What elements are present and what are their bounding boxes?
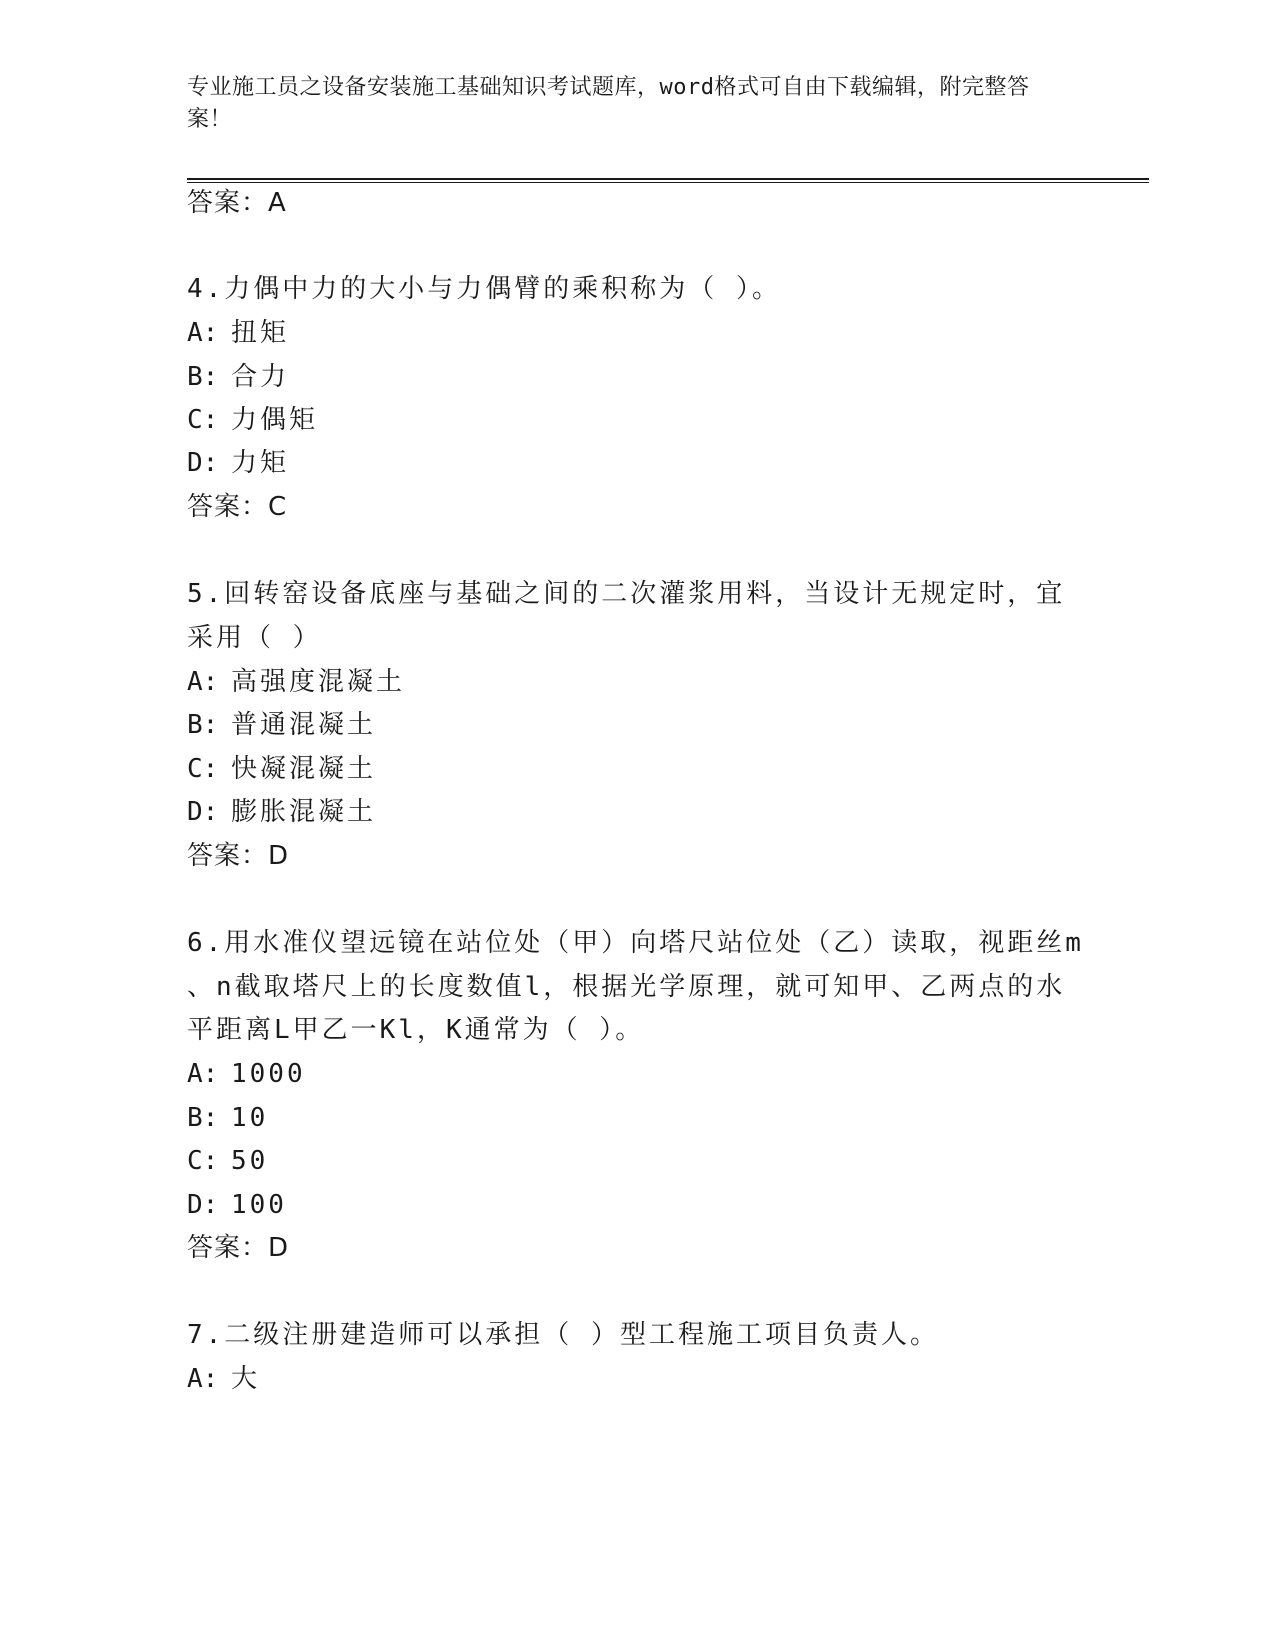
question-5-option-a xyxy=(187,665,405,699)
option-label: B: xyxy=(187,710,219,740)
question-6-option-b xyxy=(187,1101,268,1135)
option-label: D: xyxy=(187,1190,219,1220)
question-6-stem-line-2: 、n截取塔尺上的长度数值l，根据光学原理，就可知甲、乙两点的水 xyxy=(187,972,1066,1002)
option-label: C: xyxy=(187,405,219,435)
option-text: 合力 xyxy=(231,362,290,392)
header-divider-thin xyxy=(187,182,1149,183)
answer-previous: 答案：A xyxy=(187,188,287,218)
document-header: 专业施工员之设备安装施工基础知识考试题库，word格式可自由下载编辑，附完整答案！ xyxy=(187,75,1030,132)
question-7-option-a xyxy=(187,1362,260,1396)
question-6-answer: 答案：D xyxy=(187,1233,290,1263)
question-5-stem-line-2: 采用（ ） xyxy=(187,623,322,653)
question-6-stem-line-3: 平距离L甲乙一Kl，K通常为（ ）。 xyxy=(187,1015,645,1045)
question-5-stem-line-1: 5.回转窑设备底座与基础之间的二次灌浆用料，当设计无规定时，宜 xyxy=(187,579,1066,609)
question-5-answer: 答案：D xyxy=(187,841,290,871)
question-6-stem-line-1: 6.用水准仪望远镜在站位处（甲）向塔尺站位处（乙）读取，视距丝m xyxy=(187,928,1084,958)
option-label: B: xyxy=(187,1103,219,1133)
option-text: 快凝混凝土 xyxy=(231,754,377,784)
option-text: 10 xyxy=(231,1103,269,1133)
option-text: 膨胀混凝土 xyxy=(231,797,377,827)
question-7-stem: 7.二级注册建造师可以承担（ ）型工程施工项目负责人。 xyxy=(187,1320,939,1350)
option-label: A: xyxy=(187,318,219,348)
question-4-option-b xyxy=(187,360,289,394)
option-label: A: xyxy=(187,1364,219,1394)
question-4-option-c xyxy=(187,403,318,437)
question-5-option-b xyxy=(187,708,376,742)
option-label: C: xyxy=(187,1146,219,1176)
option-label: B: xyxy=(187,362,219,392)
question-4-answer: 答案：C xyxy=(187,492,288,522)
option-text: 力偶矩 xyxy=(231,405,319,435)
question-4-option-a xyxy=(187,316,289,350)
question-6-option-d xyxy=(187,1188,287,1222)
option-label: D: xyxy=(187,448,219,478)
option-text: 力矩 xyxy=(231,448,290,478)
header-divider-thick xyxy=(187,178,1149,180)
option-label: A: xyxy=(187,667,219,697)
question-6-option-a xyxy=(187,1057,306,1091)
option-text: 1000 xyxy=(231,1059,306,1089)
question-5-option-c xyxy=(187,752,376,786)
question-5-option-d xyxy=(187,795,376,829)
option-label: A: xyxy=(187,1059,219,1089)
option-text: 100 xyxy=(231,1190,287,1220)
question-4-option-d xyxy=(187,446,289,480)
option-text: 50 xyxy=(231,1146,269,1176)
option-text: 高强度混凝土 xyxy=(231,667,406,697)
option-text: 大 xyxy=(231,1364,261,1394)
option-label: C: xyxy=(187,754,219,784)
question-6-option-c xyxy=(187,1144,268,1178)
option-text: 扭矩 xyxy=(231,318,290,348)
question-4-stem: 4.力偶中力的大小与力偶臂的乘积称为（ ）。 xyxy=(187,274,781,304)
option-text: 普通混凝土 xyxy=(231,710,377,740)
option-label: D: xyxy=(187,797,219,827)
